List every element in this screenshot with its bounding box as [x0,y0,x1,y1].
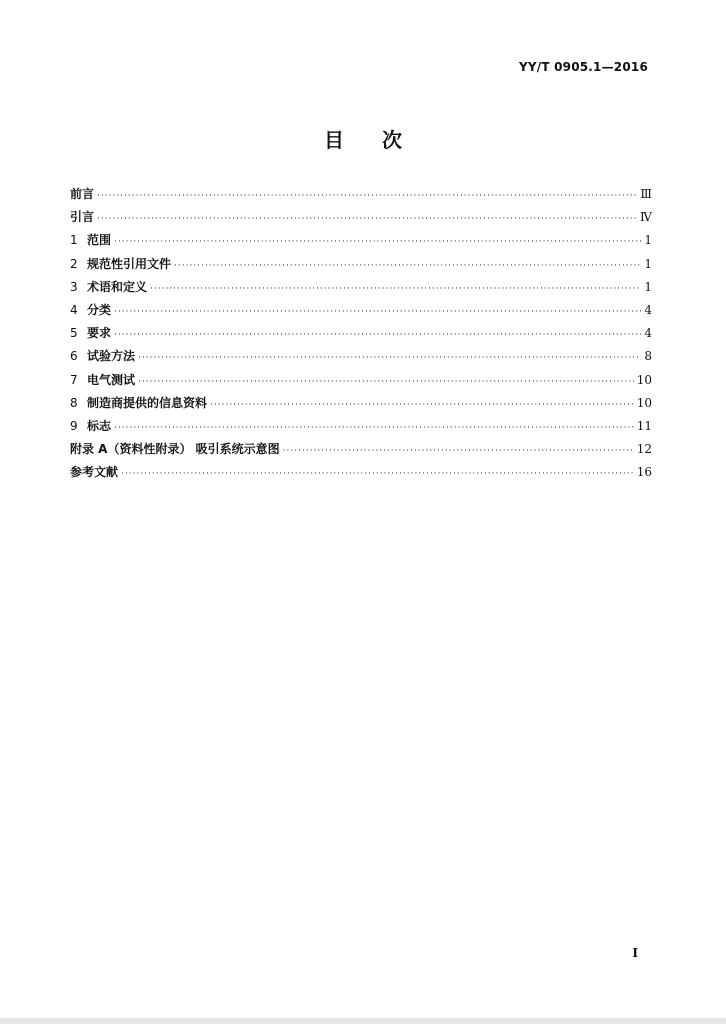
toc-entry-label: 参考文献 [70,465,119,480]
toc-entry-label: 标志 [87,418,112,433]
toc-entry-label: 术语和定义 [87,279,148,294]
toc-leader-dots [97,191,637,201]
toc-entry-number: 7 [70,372,78,387]
toc-entry-number: 3 [70,279,78,294]
table-of-contents [70,185,652,486]
toc-leader-dots [174,261,641,271]
toc-entry-9[interactable] [70,417,652,440]
toc-entry-label: 要求 [87,326,112,341]
page-bottom-edge [0,1018,726,1024]
toc-entry-label: 范围 [87,233,112,248]
title-char-1: 目 [324,128,344,152]
toc-entry-page: 10 [636,395,652,410]
toc-leader-dots [138,377,634,387]
page-folio: I [632,946,638,960]
toc-leader-dots [210,400,634,410]
toc-entry-label: 电气测试 [87,372,136,387]
toc-entry-foreword[interactable] [70,185,652,208]
toc-entry-page: 10 [636,372,652,387]
standard-number: YY/T 0905.1—2016 [518,60,648,74]
page-title [0,124,726,153]
toc-entry-page: 12 [636,442,652,457]
toc-leader-dots [114,423,634,433]
toc-entry-4[interactable] [70,301,652,324]
toc-leader-dots [138,353,641,363]
toc-entry-page: Ⅲ [640,187,652,201]
title-char-2: 次 [382,128,402,152]
toc-entry-page: 8 [644,349,652,364]
toc-entry-page: 4 [644,302,652,317]
toc-entry-number: 2 [70,256,78,271]
toc-leader-dots [121,469,634,479]
toc-entry-page: 1 [644,256,652,271]
toc-leader-dots [114,237,641,247]
toc-entry-number: 5 [70,326,78,341]
toc-entry-label: 引言 [70,210,95,225]
toc-leader-dots [150,284,641,294]
toc-entry-page: Ⅳ [640,210,652,225]
toc-entry-7[interactable] [70,371,652,394]
toc-leader-dots [114,307,641,317]
toc-entry-6[interactable] [70,347,652,370]
toc-entry-label: 规范性引用文件 [87,256,172,271]
toc-entry-number: 9 [70,418,78,433]
toc-leader-dots [97,214,637,224]
toc-leader-dots [283,446,634,456]
toc-entry-number: 8 [70,395,78,410]
toc-entry-8[interactable] [70,394,652,417]
toc-entry-number: 1 [70,233,78,248]
toc-entry-page: 16 [636,465,652,480]
toc-entry-page: 11 [636,418,652,433]
toc-entry-2[interactable] [70,255,652,278]
toc-entry-page: 1 [644,233,652,248]
toc-entry-page: 1 [644,279,652,294]
toc-entry-label: 附录 A（资料性附录） 吸引系统示意图 [70,442,280,457]
toc-entry-annex-a[interactable] [70,440,652,463]
toc-entry-introduction[interactable] [70,208,652,231]
toc-entry-label: 分类 [87,302,112,317]
toc-entry-label: 制造商提供的信息资料 [87,395,208,410]
toc-entry-label: 试验方法 [87,349,136,364]
toc-entry-number: 4 [70,302,78,317]
toc-entry-page: 4 [644,326,652,341]
toc-leader-dots [114,330,641,340]
toc-entry-5[interactable] [70,324,652,347]
toc-entry-bibliography[interactable] [70,463,652,486]
toc-entry-number: 6 [70,349,78,364]
toc-entry-1[interactable] [70,231,652,254]
toc-entry-label: 前言 [70,187,95,201]
toc-entry-3[interactable] [70,278,652,301]
